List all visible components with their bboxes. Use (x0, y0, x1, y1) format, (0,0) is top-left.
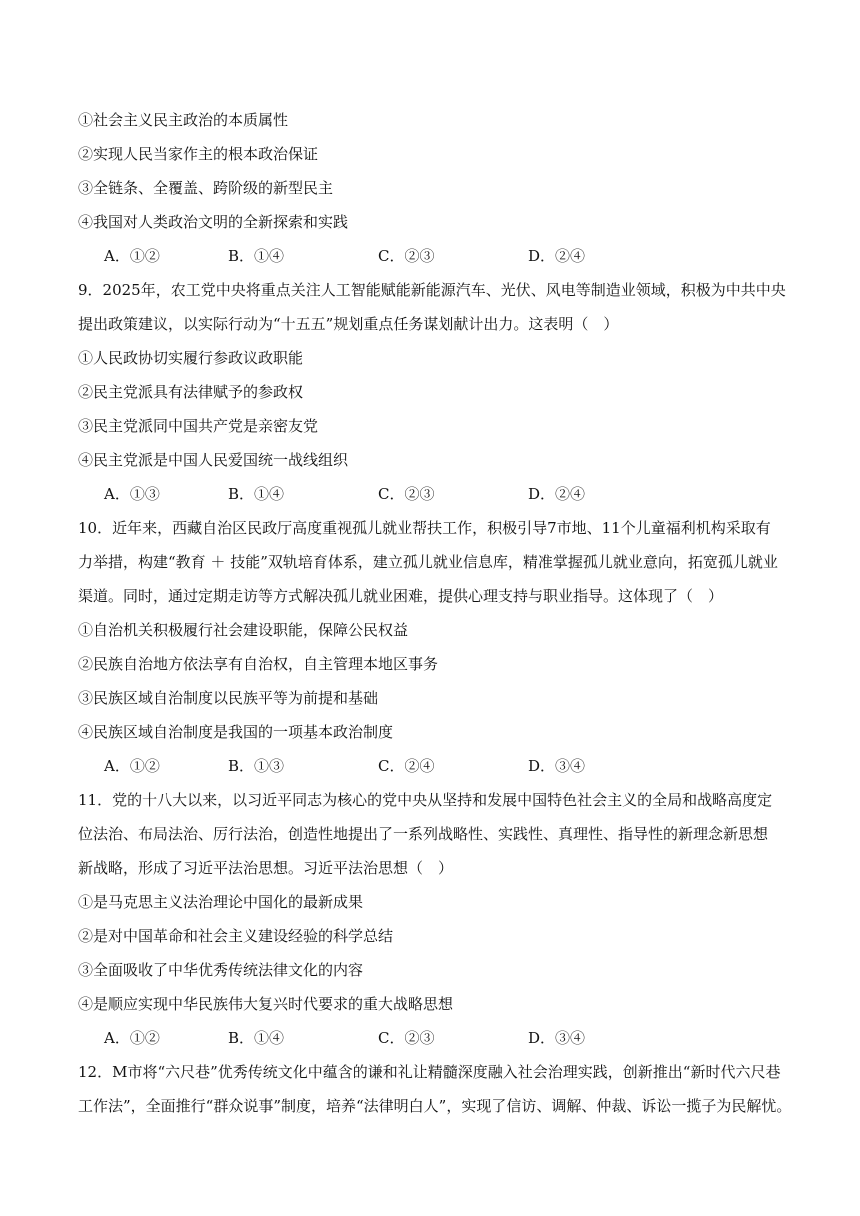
q8-option-3: ③全链条、全覆盖、跨阶级的新型民主 (78, 179, 334, 197)
q10-option-1: ①自治机关积极履行社会建设职能，保障公民权益 (78, 621, 409, 639)
q11-option-2: ②是对中国革命和社会主义建设经验的科学总结 (78, 927, 394, 945)
q11-choice-d: D．③④ (528, 1029, 586, 1047)
q10-option-2: ②民族自治地方依法享有自治权，自主管理本地区事务 (78, 655, 439, 673)
q10-stem-line-1: 10．近年来，西藏自治区民政厅高度重视孤儿就业帮扶工作，积极引导7市地、11个儿童福利机构采取有 (78, 519, 771, 537)
q11-option-1: ①是马克思主义法治理论中国化的最新成果 (78, 893, 364, 911)
q9-choice-c: C．②③ (378, 485, 435, 503)
q10-stem-line-2: 力举措，构建“教育 ＋ 技能”双轨培育体系，建立孤儿就业信息库，精准掌握孤儿就业意向，拓宽孤儿就业 (78, 553, 778, 571)
q11-option-4: ④是顺应实现中华民族伟大复兴时代要求的重大战略思想 (78, 995, 454, 1013)
q8-option-1: ①社会主义民主政治的本质属性 (78, 111, 289, 129)
q9-option-4: ④民主党派是中国人民爱国统一战线组织 (78, 451, 349, 469)
q11-choices (104, 1028, 704, 1048)
q9-choices (104, 484, 704, 504)
q10-stem-line-3: 渠道。同时，通过定期走访等方式解决孤儿就业困难，提供心理支持与职业指导。这体现了（ ） (78, 587, 724, 605)
q11-choice-a: A．①② (104, 1029, 160, 1047)
q11-option-3: ③全面吸收了中华优秀传统法律文化的内容 (78, 961, 364, 979)
q9-option-3: ③民主党派同中国共产党是亲密友党 (78, 417, 319, 435)
q8-choice-b: B．①④ (228, 247, 285, 265)
q9-option-2: ②民主党派具有法律赋予的参政权 (78, 383, 304, 401)
q8-option-2: ②实现人民当家作主的根本政治保证 (78, 145, 319, 163)
q9-stem-line-1: 9．2025年，农工党中央将重点关注人工智能赋能新能源汽车、光伏、风电等制造业领域，积极为中共中央 (78, 281, 786, 299)
q9-choice-a: A．①③ (104, 485, 160, 503)
q11-stem-line-2: 位法治、布局法治、厉行法治，创造性地提出了一系列战略性、实践性、真理性、指导性的新理念新思想 (78, 825, 769, 843)
q8-choice-c: C．②③ (378, 247, 435, 265)
q9-stem-line-2: 提出政策建议，以实际行动为“十五五”规划重点任务谋划献计出力。这表明（ ） (78, 315, 619, 333)
q12-stem-line-2: 工作法”，全面推行“群众说事”制度，培养“法律明白人”，实现了信访、调解、仲裁、诉讼一揽子为民解忧。 (78, 1097, 792, 1115)
q10-option-4: ④民族区域自治制度是我国的一项基本政治制度 (78, 723, 394, 741)
q10-choice-c: C．②④ (378, 757, 435, 775)
q10-option-3: ③民族区域自治制度以民族平等为前提和基础 (78, 689, 379, 707)
q8-choices (104, 246, 704, 266)
q8-choice-a: A．①② (104, 247, 160, 265)
q11-stem-line-1: 11．党的十八大以来，以习近平同志为核心的党中央从坚持和发展中国特色社会主义的全局和战略高度定 (78, 791, 773, 809)
q10-choice-d: D．③④ (528, 757, 586, 775)
q12-stem-line-1: 12．M市将“六尺巷”优秀传统文化中蕴含的谦和礼让精髓深度融入社会治理实践，创新推出“新时代六尺巷 (78, 1063, 781, 1081)
q8-choice-d: D．②④ (528, 247, 586, 265)
q11-stem-line-3: 新战略，形成了习近平法治思想。习近平法治思想（ ） (78, 859, 454, 877)
q11-choice-c: C．②③ (378, 1029, 435, 1047)
q11-choice-b: B．①④ (228, 1029, 285, 1047)
q10-choice-a: A．①② (104, 757, 160, 775)
q9-option-1: ①人民政协切实履行参政议政职能 (78, 349, 304, 367)
q10-choices (104, 756, 704, 776)
q9-choice-b: B．①④ (228, 485, 285, 503)
q9-choice-d: D．②④ (528, 485, 586, 503)
q8-option-4: ④我国对人类政治文明的全新探索和实践 (78, 213, 349, 231)
q10-choice-b: B．①③ (228, 757, 285, 775)
